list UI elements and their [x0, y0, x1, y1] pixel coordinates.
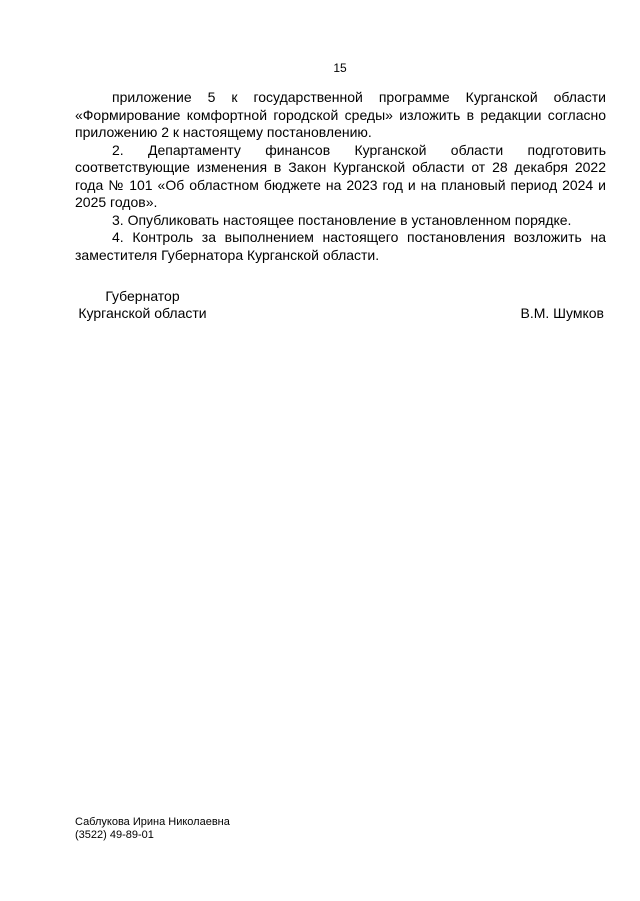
- executor-name: Саблукова Ирина Николаевна: [75, 816, 230, 828]
- signatory-name: В.М. Шумков: [520, 305, 604, 321]
- document-body: [75, 89, 606, 264]
- page-number: 15: [333, 61, 347, 75]
- signatory-title-line1: Губернатор: [105, 288, 180, 304]
- signatory-title: [75, 288, 210, 322]
- paragraph-1: приложение 5 к государственной программе Курганской области «Формирование комфортной городской среды» изложить в редакции согласно приложению 2 к настоящему постановлению.: [75, 89, 606, 140]
- executor-info: [75, 816, 230, 842]
- executor-phone: (3522) 49-89-01: [75, 829, 154, 841]
- paragraph-4: 4. Контроль за выполнением настоящего постановления возложить на заместителя Губернатора Курганской области.: [75, 229, 606, 263]
- paragraph-3: 3. Опубликовать настоящее постановление в установленном порядке.: [112, 211, 572, 228]
- paragraph-2: 2. Департаменту финансов Курганской области подготовить соответствующие изменения в Закон Курганской области от 28 декабря 2022 года № 101 «Об областном бюджете на 2023 год и на плановый период 2024 и 2025 годов».: [75, 141, 606, 210]
- signatory-title-line2: Курганской области: [78, 305, 207, 321]
